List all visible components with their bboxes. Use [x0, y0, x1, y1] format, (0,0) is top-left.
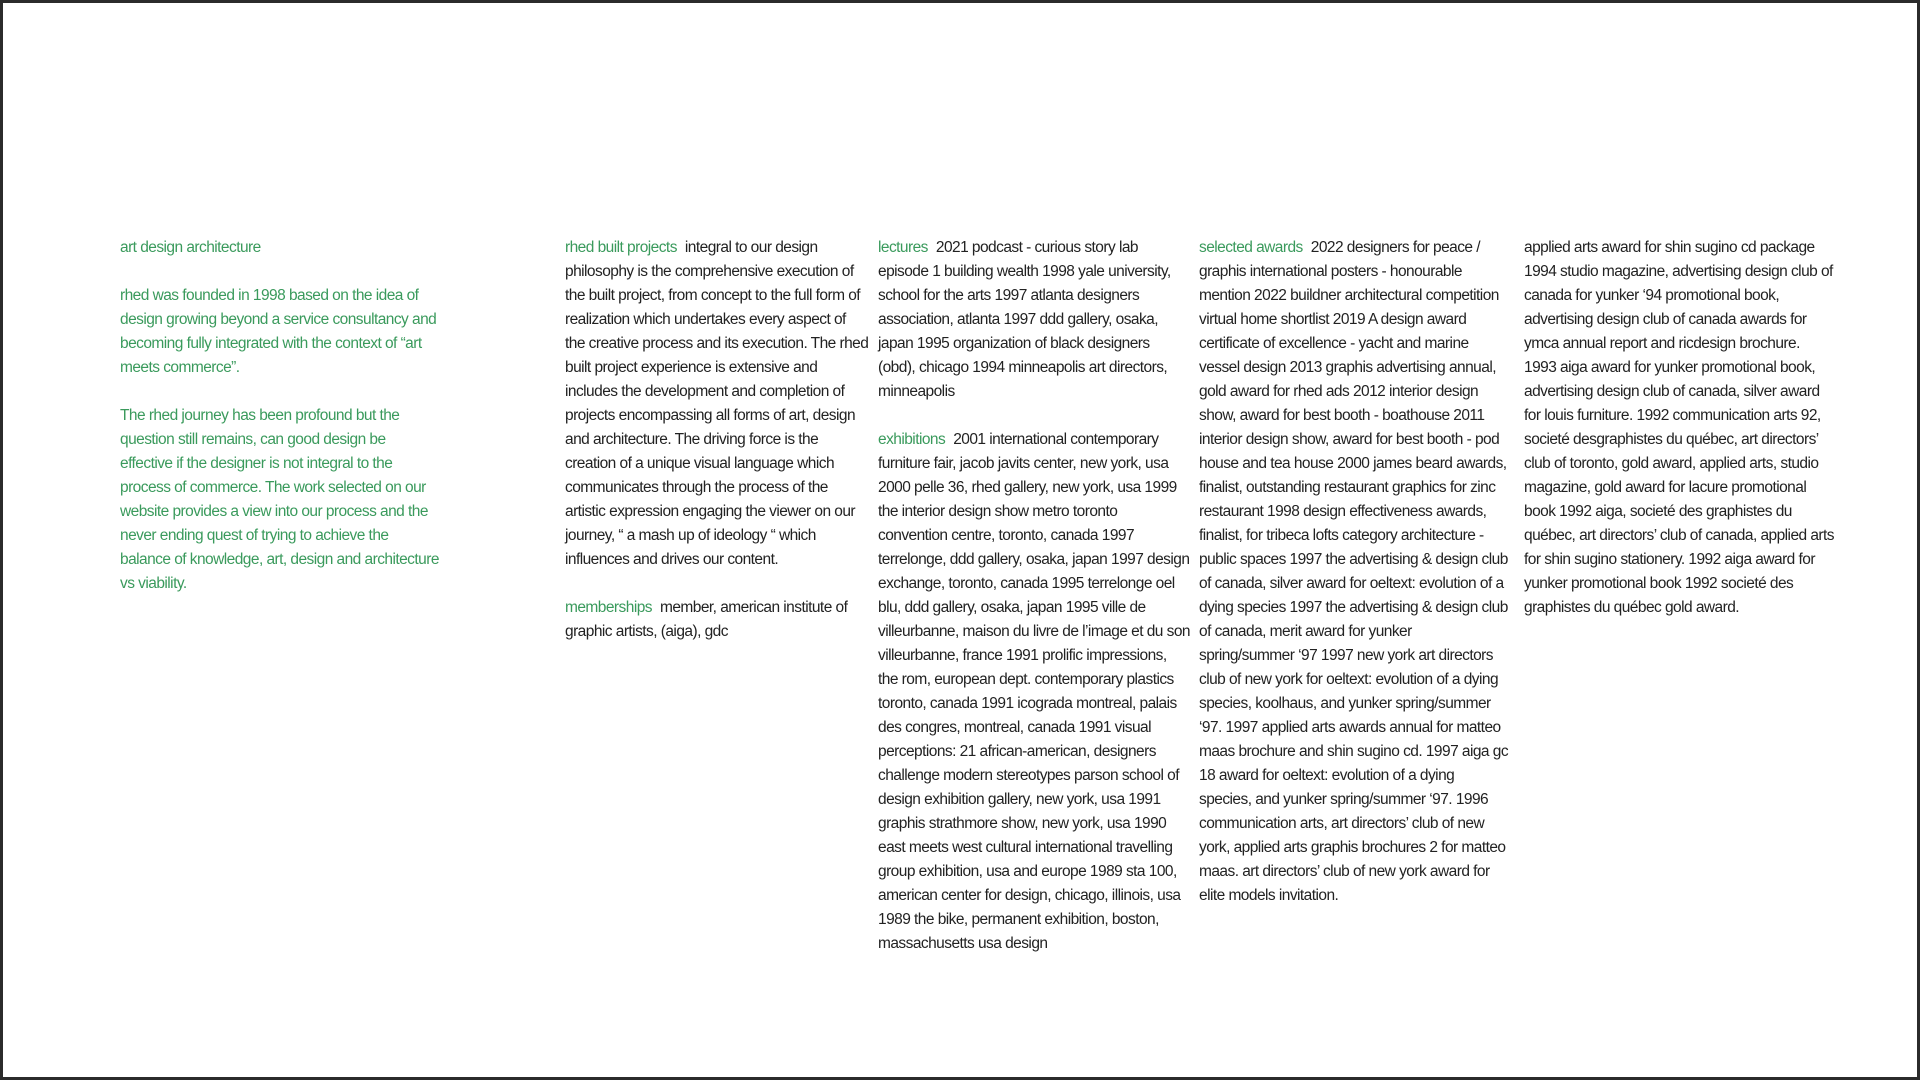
built-projects-section — [565, 236, 869, 572]
intro-paragraph-founding: rhed was founded in 1998 based on the idea of design growing beyond a service consultancy and becoming fully integrated with the context of “art meets commerce”. — [120, 287, 437, 376]
built-projects-column — [565, 236, 869, 644]
exhibitions-heading: exhibitions — [878, 431, 946, 448]
lectures-exhibitions-column — [878, 236, 1190, 956]
awards-column — [1199, 236, 1509, 908]
awards-continued-column — [1524, 236, 1834, 620]
awards-continued-text: applied arts award for shin sugino cd package 1994 studio magazine, advertising design club of canada for yunker ‘94 promotional book, advertising design club of canada awards for ymca annual report and ricdesign brochure. 1993 aiga award for yunker promotional book, advertising design club of canada, silver award for louis furniture. 1992 communication arts 92, societé desgraphistes du québec, art directors’ club of toronto, gold award, applied arts, studio magazine, gold award for lacure promotional book 1992 aiga, societé des graphistes du québec, art directors’ club of canada, applied arts for shin sugino stationery. 1992 aiga award for yunker promotional book 1992 societé des graphistes du québec gold award. — [1524, 239, 1834, 616]
exhibitions-section — [878, 428, 1190, 956]
built-projects-text: integral to our design philosophy is the comprehensive execution of the built project, from concept to the full form of realization which undertakes every aspect of the creative process and its execution. The rhed built project experience is extensive and includes the development and completion of projects encompassing all forms of art, design and architecture. The driving force is the creation of a unique visual language which communicates through the process of the artistic expression engaging the viewer on our journey, “ a mash up of ideology “ which influences and drives our content. — [565, 239, 869, 568]
exhibitions-text: 2001 international contemporary furniture fair, jacob javits center, new york, usa 2000 pelle 36, rhed gallery, new york, usa 1999 the interior design show metro toronto convention centre, toronto, canada 1997 terrelonge, ddd gallery, osaka, japan 1997 design exchange, toronto, canada 1995 terrelonge oel blu, ddd gallery, osaka, japan 1995 ville de villeurbanne, maison du livre de l’image et du son villeurbanne, france 1991 prolific impressions, the rom, european dept. contemporary plastics toronto, canada 1991 icograda montreal, palais des congres, montreal, canada 1991 visual perceptions: 21 african-american, designers challenge modern stereotypes parson school of design exhibition gallery, new york, usa 1991 graphis strathmore show, new york, usa 1990 east meets west cultural international travelling group exhibition, usa and europe 1989 sta 100, american center for design, chicago, illinois, usa 1989 the bike, permanent exhibition, boston, massachusetts usa design — [878, 431, 1190, 952]
intro-paragraph-journey: The rhed journey has been profound but the question still remains, can good design be effective if the designer is not integral to the process of commerce. The work selected on our website provides a view into our process and the never ending quest of trying to achieve the balance of knowledge, art, design and architecture vs viability. — [120, 407, 439, 592]
intro-column — [120, 236, 440, 596]
awards-heading: selected awards — [1199, 239, 1303, 256]
intro-title: art design architecture — [120, 239, 261, 256]
memberships-heading: memberships — [565, 599, 652, 616]
awards-section — [1199, 236, 1509, 908]
lectures-section — [878, 236, 1190, 404]
awards-text: 2022 designers for peace / graphis international posters - honourable mention 2022 buildner architectural competition virtual home shortlist 2019 A design award certificate of excellence - yacht and marine vessel design 2013 graphis advertising annual, gold award for rhed ads 2012 interior design show, award for best booth - boathouse 2011 interior design show, award for best booth - pod house and tea house 2000 james beard awards, finalist, outstanding restaurant graphics for zinc restaurant 1998 design effectiveness awards, finalist, for tribeca lofts category architecture -public spaces 1997 the advertising & design club of canada, silver award for oeltext: evolution of a dying species 1997 the advertising & design club of canada, merit award for yunker spring/summer ‘97 1997 new york art directors club of new york for oeltext: evolution of a dying species, koolhaus, and yunker spring/summer ‘97. 1997 applied arts awards annual for matteo maas brochure and shin sugino cd. 1997 aiga gc 18 award for oeltext: evolution of a dying species, and yunker spring/summer ‘97. 1996 communication arts, art directors’ club of new york, applied arts graphis brochures 2 for matteo maas. art directors’ club of new york award for elite models invitation. — [1199, 239, 1509, 904]
lectures-heading: lectures — [878, 239, 928, 256]
memberships-text: member, american institute of graphic artists, (aiga), gdc — [565, 599, 848, 640]
lectures-text: 2021 podcast - curious story lab episode 1 building wealth 1998 yale university, school for the arts 1997 atlanta designers association, atlanta 1997 ddd gallery, osaka, japan 1995 organization of black designers (obd), chicago 1994 minneapolis art directors, minneapolis — [878, 239, 1171, 400]
memberships-section — [565, 596, 869, 644]
built-projects-heading: rhed built projects — [565, 239, 677, 256]
